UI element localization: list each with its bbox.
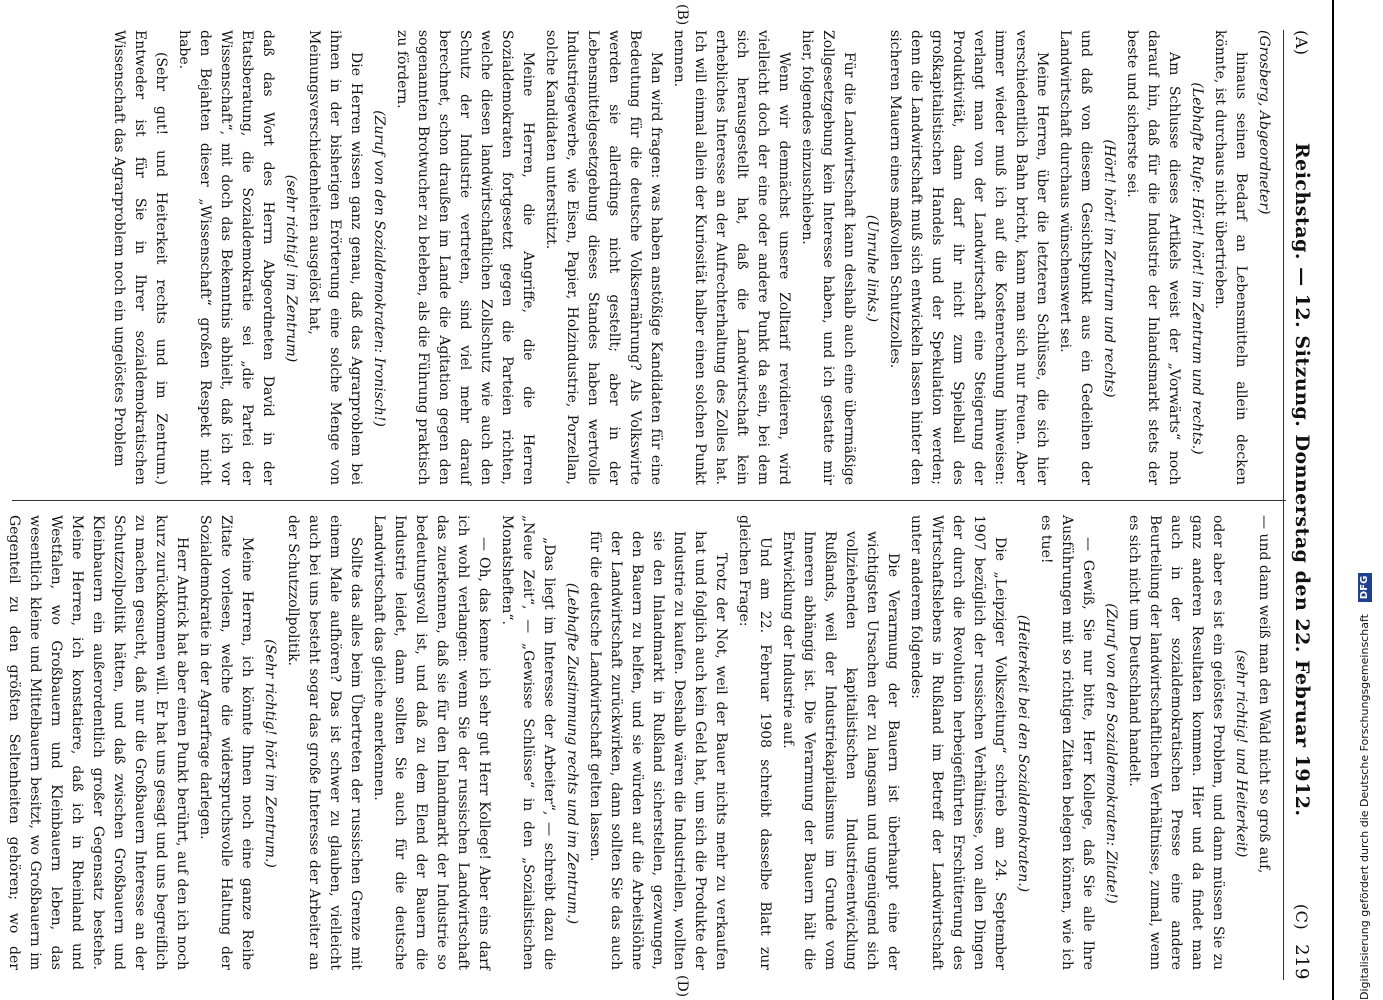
interjection: (Zuruf von den Sozialdemokraten: Zitate!) [1103, 603, 1119, 904]
paragraph: daß das Wort des Herrn Abgeordneten David in der Etatsberatung, die Sozialdemokratie sei „die Partei der Wissenschaft“, mit doch das Bekenntnis abhielt, daß ich vor den Bejahten dieser „Wissenschaft“ großen Respekt nicht habe. [176, 30, 276, 485]
footer [1350, 0, 1380, 1000]
page-title: Reichstag. — 12. Sitzung. Donnerstag den 22. Februar 1912. [1291, 142, 1313, 817]
paragraph: — Gewiß, Sie nur bitte, Herr Kollege, daß Sie alle Ihre Ausführungen mit so richtigen Zitaten belegen können, wie ich es tue! [1038, 515, 1096, 970]
page-header [1282, 30, 1322, 980]
scan-edge-bar [1332, 0, 1334, 1000]
left-column [12, 30, 1274, 485]
paragraph: und daß von diesem Gesichtspunkt aus ein Gedeihen der Landwirtschaft durchaus wünschenswert sei. [1057, 30, 1094, 485]
interjection: (Zuruf von den Sozialdemokraten: Ironisch!) [371, 110, 387, 427]
paragraph: Meine Herren, über die letzteren Schlüsse, die sich hier verschiedentlich Bahn bricht, kann man sich nur freuen. Aber immer wieder muß ich auf die Kostenrechnung hinweisen: verlangt man von der Landwirtschaft eine Steigerung der Produktivität, dann darf ihr nicht zum Spielball des großkapitalistischen Handels und der Spekulation werden; denn die Landwirtschaft muß sich entwickeln lassen hinter den sicheren Mauern eines maßvollen Schutzzolles. [887, 30, 1050, 485]
paragraph: Für die Landwirtschaft kann deshalb auch eine übermäßige Zollgesetzgebung kein Interesse haben, und ich gestatte mir hier, folgendes einzuschieben. [799, 30, 857, 485]
quotation: Trotz der Not, weil der Bauer nichts mehr zu verkaufen hat und folglich auch kein Geld hat, um sich die Produkte der Industrie zu kaufen. Deshalb wären die Industriellen, wollten sie den Inlandmarkt in Rußland sicherstellen, gezwungen, den Bauern zu helfen, und sie würden auf die Arbeitslöhne der Landwirtschaft zurückwirken, dann sollten Sie das auch für die deutsche Landwirtschaft gelten lassen. [587, 531, 729, 970]
dfg-logo-icon: DFG [1358, 573, 1372, 602]
header-rule [1283, 30, 1284, 980]
paragraph: Sollte das alles beim Übertreten der russischen Grenze mit einem Male aufhören? Das ist schwer zu glauben, vielleicht auch bei uns besteht sogar das große Interesse der Arbeiter an der Schutzzollpolitik. [285, 515, 364, 970]
right-margin-marker: (D) [674, 975, 690, 998]
footer-credit [1350, 0, 1380, 1000]
paragraph: Meine Herren, die Angriffe, die die Herren Sozialdemokraten fortgesetzt gegen die Parteien richten, welche diesen landwirtschaftlichen Zollschutz wie auch den Schutz der Industrie vertreten, sind viel mehr darauf berechnet, schon draußen im Lande die Agitation gegen den sogenannten Brotwucher zu beleben, als die Führung praktisch zu fördern. [394, 30, 536, 485]
paragraph: Die Herren wissen ganz genau, daß das Agrarproblem bei ihnen in der bisherigen Erörterung eine solche Menge von Meinungsverschiedenheiten ausgelöst hat, [306, 30, 364, 485]
paragraph: Wenn wir demnächst unsere Zolltarif revidieren, wird vielleicht doch der eine oder andere Punkt da sein, bei dem sich herausgestellt hat, daß die Landwirtschaft kein erhebliches Interesse an der Aufrechterhaltung des Zolles hat. Ich will einmal allein der Kuriosität halber einen solchen Punkt nennen. [671, 30, 792, 485]
paragraph: Am Schlusse dieses Artikels weist der „Vorwärts“ noch darauf hin, daß für die Industrie der Inlandsmarkt stets der beste und sicherste sei. [1124, 30, 1182, 485]
paragraph: — und dann weiß man den Wald nicht so groß auf, [1256, 515, 1272, 874]
header-left-marker: (A) [1292, 30, 1312, 56]
header-right-marker: (C) [1292, 903, 1312, 931]
paragraph: hinaus seinen Bedarf an Lebensmitteln allein decken könnte, ist durchaus nicht übertrieben. [1212, 30, 1249, 485]
paragraph: „Das liegt im Interesse der Arbeiter“, — schreibt dazu die „Neue Zeit“, — „Gewisse Schlüsse“ in den „Sozialistischen Monatsheften“. [499, 515, 557, 970]
paragraph: — Oh, das kenne ich sehr gut Herr Kollege! Aber eins darf ich wohl verlangen: wenn Sie der russischen Landwirtschaft das zuerkennen, daß sie für den Inlandmarkt der Industrie so bedeutungsvoll ist, und daß zu dem Elend der Bauern die Industrie leidet, dann sollten Sie auch für die deutsche Landwirtschaft das gleiche anerkennen. [371, 515, 492, 970]
footer-text: Digitalisierung gefördert durch die Deutsche Forschungsgemeinschaft [1358, 614, 1371, 1000]
quotation: Die Verarmung der Bauern ist überhaupt eine der wichtigsten Ursachen der zu langsam und ungenügend sich vollziehenden kapitalistischen Industrieentwicklung Rußlands, weil der Industriekapitalismus im Grunde vom Inneren abhängig ist. Die Verarmung der Bauern hält die Entwicklung der Industrie auf. [780, 531, 901, 970]
paragraph: Herr Antrick hat aber einen Punkt berührt, auf den ich noch kurz zurückkommen will. Er hat uns gesagt und uns begreiflich zu machen gesucht, daß nur die Großbauern Interesse an der Schutzzollpolitik hätten, und daß zwischen Großbauern und Kleinbauern ein außerordentlich großer Gegensatz bestehe. Meine Herren, ich konstatiere, daß ich in Rheinland und Westfalen, wo Großbauern und Kleinbauern leben, das wesentlich kleine und Mittelbauern besitzt, wo Großbauern im Gegenteil zu den größten Seltenheiten gehören; wo der [6, 515, 190, 970]
interjection: (sehr richtig! und Heiterkeit) [1233, 649, 1249, 858]
interjection: (Hört! hört! im Zentrum und rechts) [1101, 139, 1117, 398]
interjection: (sehr richtig! im Zentrum) [283, 174, 299, 363]
paragraph: Die „Leipziger Volkszeitung“ schrieb am 24. September 1907 bezüglich der russischen Verhältnisse, von allen Dingen der durch die Revolution herbeigeführten Erschütterung des Wirtschaftslebens in Rußland im Betreff der Landwirtschaft unter anderem folgendes: [908, 515, 1008, 970]
paragraph: oder aber es ist ein gelöstes Problem, und dann müssen Sie zu ganz anderen Resultaten kommen. Hier und da findet man auch in der sozialdemokratischen Presse eine andere Beurteilung der landwirtschaftlichen Verhältnisse, zumal, wenn es sich nicht um Deutschland handelt. [1126, 515, 1226, 970]
interjection: (Unruhe links.) [864, 214, 880, 323]
paragraph: (Sehr gut! und Heiterkeit rechts und im Zentrum.) Entweder ist für Sie in Ihrer sozialdemokratischen Wissenschaft das Agrarproblem noch ein ungelöstes Problem [111, 30, 169, 485]
paragraph: Man wird fragen: was haben anstößige Kandidaten für eine Bedeutung für die deutsche Volksernährung? Als Volkswirte werden sie allerdings nicht gestellt; aber in der Lebensmittelgesetzgebung dieses Standes haben wertvolle Industriegewerbe, wie Eisen, Papier, Holzindustrie, Porzellan, solche Kandidaten unterstützt. [543, 30, 664, 485]
page-number: 219 [1291, 944, 1313, 980]
paragraph: Meine Herren, ich könnte Ihnen noch eine ganze Reihe Zitate vorlesen, welche die widerspruchsvolle Haltung der Sozialdemokratie in der Agrarfrage darlegen. [197, 515, 255, 970]
speaker-label: (Grosberg, Abgeordneter) [1256, 30, 1272, 215]
column-divider [12, 500, 1286, 501]
interjection: (Heiterkeit bei den Sozialdemokraten.) [1015, 614, 1031, 893]
paragraph: Und am 22. Februar 1908 schreibt dasselbe Blatt zur gleichen Frage: [736, 515, 773, 970]
left-margin-marker: (B) [674, 4, 690, 26]
right-column [6, 515, 1274, 970]
interjection: (Lebhafte Zustimmung rechts und im Zentrum.) [564, 582, 580, 925]
interjection: (Lebhafte Rufe: Hört! hört! im Zentrum und rechts.) [1189, 82, 1205, 455]
interjection: (Sehr richtig! hört im Zentrum.) [262, 639, 278, 868]
